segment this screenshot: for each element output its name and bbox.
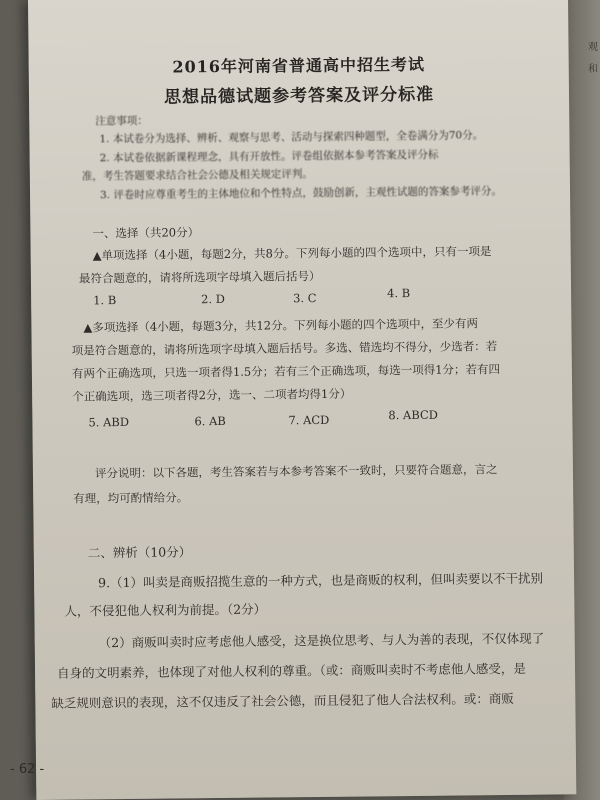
q9-line-a: 9.（1）叫卖是商贩招揽生意的一种方式，也是商贩的权利，但叫卖要以不干扰别 — [98, 570, 544, 591]
notes-item-3: 3. 评卷时应尊重考生的主体地位和个性特点，鼓励创新，主观性试题的答案参考评分。 — [99, 185, 502, 202]
multi-answer-5: 5. ABD — [88, 414, 130, 430]
single-choice-intro-a: ▲单项选择（4小题，每题2分，共8分。下列每小题的四个选项中，只有一项是 — [92, 244, 492, 263]
single-answer-1: 1. B — [93, 293, 117, 308]
single-choice-intro-b: 最符合题意的，请将所选项字母填入题后括号） — [78, 268, 321, 286]
section1-heading: 一、选择（共20分） — [92, 225, 200, 241]
document-title-line2: 思想品德试题参考答案及评分标准 — [163, 84, 435, 108]
multi-choice-intro-b: 项是符合题意的，请将所选项字母填入题后括号。多选、错选均不得分，少选者：若 — [71, 339, 498, 358]
document-title-line1: 2016年河南省普通高中招生考试 — [172, 54, 426, 77]
document-page — [28, 0, 576, 800]
adjacent-page-fragment: 和 — [588, 64, 598, 75]
single-answer-2: 2. D — [201, 291, 226, 307]
notes-item-2b: 准，考生答题要求结合社会公德及相关规定评判。 — [81, 168, 313, 183]
scoring-note-line1: 评分说明：以下各题，考生答案若与本参考答案不一致时，只要符合题意，言之 — [94, 462, 498, 481]
multi-answer-6: 6. AB — [194, 413, 226, 429]
single-answer-4: 4. B — [387, 286, 411, 301]
q9-line-c: （2）商贩叫卖时应考虑他人感受，这是换位思考、与人为善的表现，不仅体现了 — [98, 630, 545, 651]
q9-line-e: 缺乏规则意识的表现，这不仅违反了社会公德，而且侵犯了他人合法权利。或：商贩 — [51, 690, 514, 711]
notes-item-2a: 2. 本试卷依据新课程理念，具有开放性。评卷组依据本参考答案及评分标 — [99, 148, 439, 165]
q9-line-b: 人，不侵犯他人权利为前提。（2分） — [64, 601, 267, 619]
adjacent-page-fragment: 观 — [588, 42, 598, 53]
multi-answer-7: 7. ACD — [288, 412, 330, 428]
section2-heading: 二、辨析（10分） — [87, 544, 192, 561]
multi-choice-intro-a: ▲多项选择（4小题，每题3分，共12分。下列每小题的四个选项中，至少有两 — [83, 316, 479, 335]
scoring-note-line2: 有理，均可酌情给分。 — [73, 490, 189, 506]
notes-item-1: 1. 本试卷分为选择、辨析、观察与思考、活动与探索四种题型，全卷满分为70分。 — [99, 129, 484, 146]
multi-answer-8: 8. ABCD — [388, 407, 439, 423]
notes-heading: 注意事项： — [95, 114, 148, 128]
single-answer-3: 3. C — [293, 290, 317, 306]
page-number: - 62 - — [10, 762, 45, 777]
q9-line-d: 自身的文明素养，也体现了对他人权利的尊重。（或：商贩叫卖时不考虑他人感受，是 — [56, 660, 526, 681]
multi-choice-intro-d: 个正确选项，选三项者得2分，选一、二项者均得1分） — [72, 386, 352, 404]
multi-choice-intro-c: 有两个正确选项，只选一项者得1.5分；若有三个正确选项，每选一项得1分；若有四 — [71, 362, 501, 381]
